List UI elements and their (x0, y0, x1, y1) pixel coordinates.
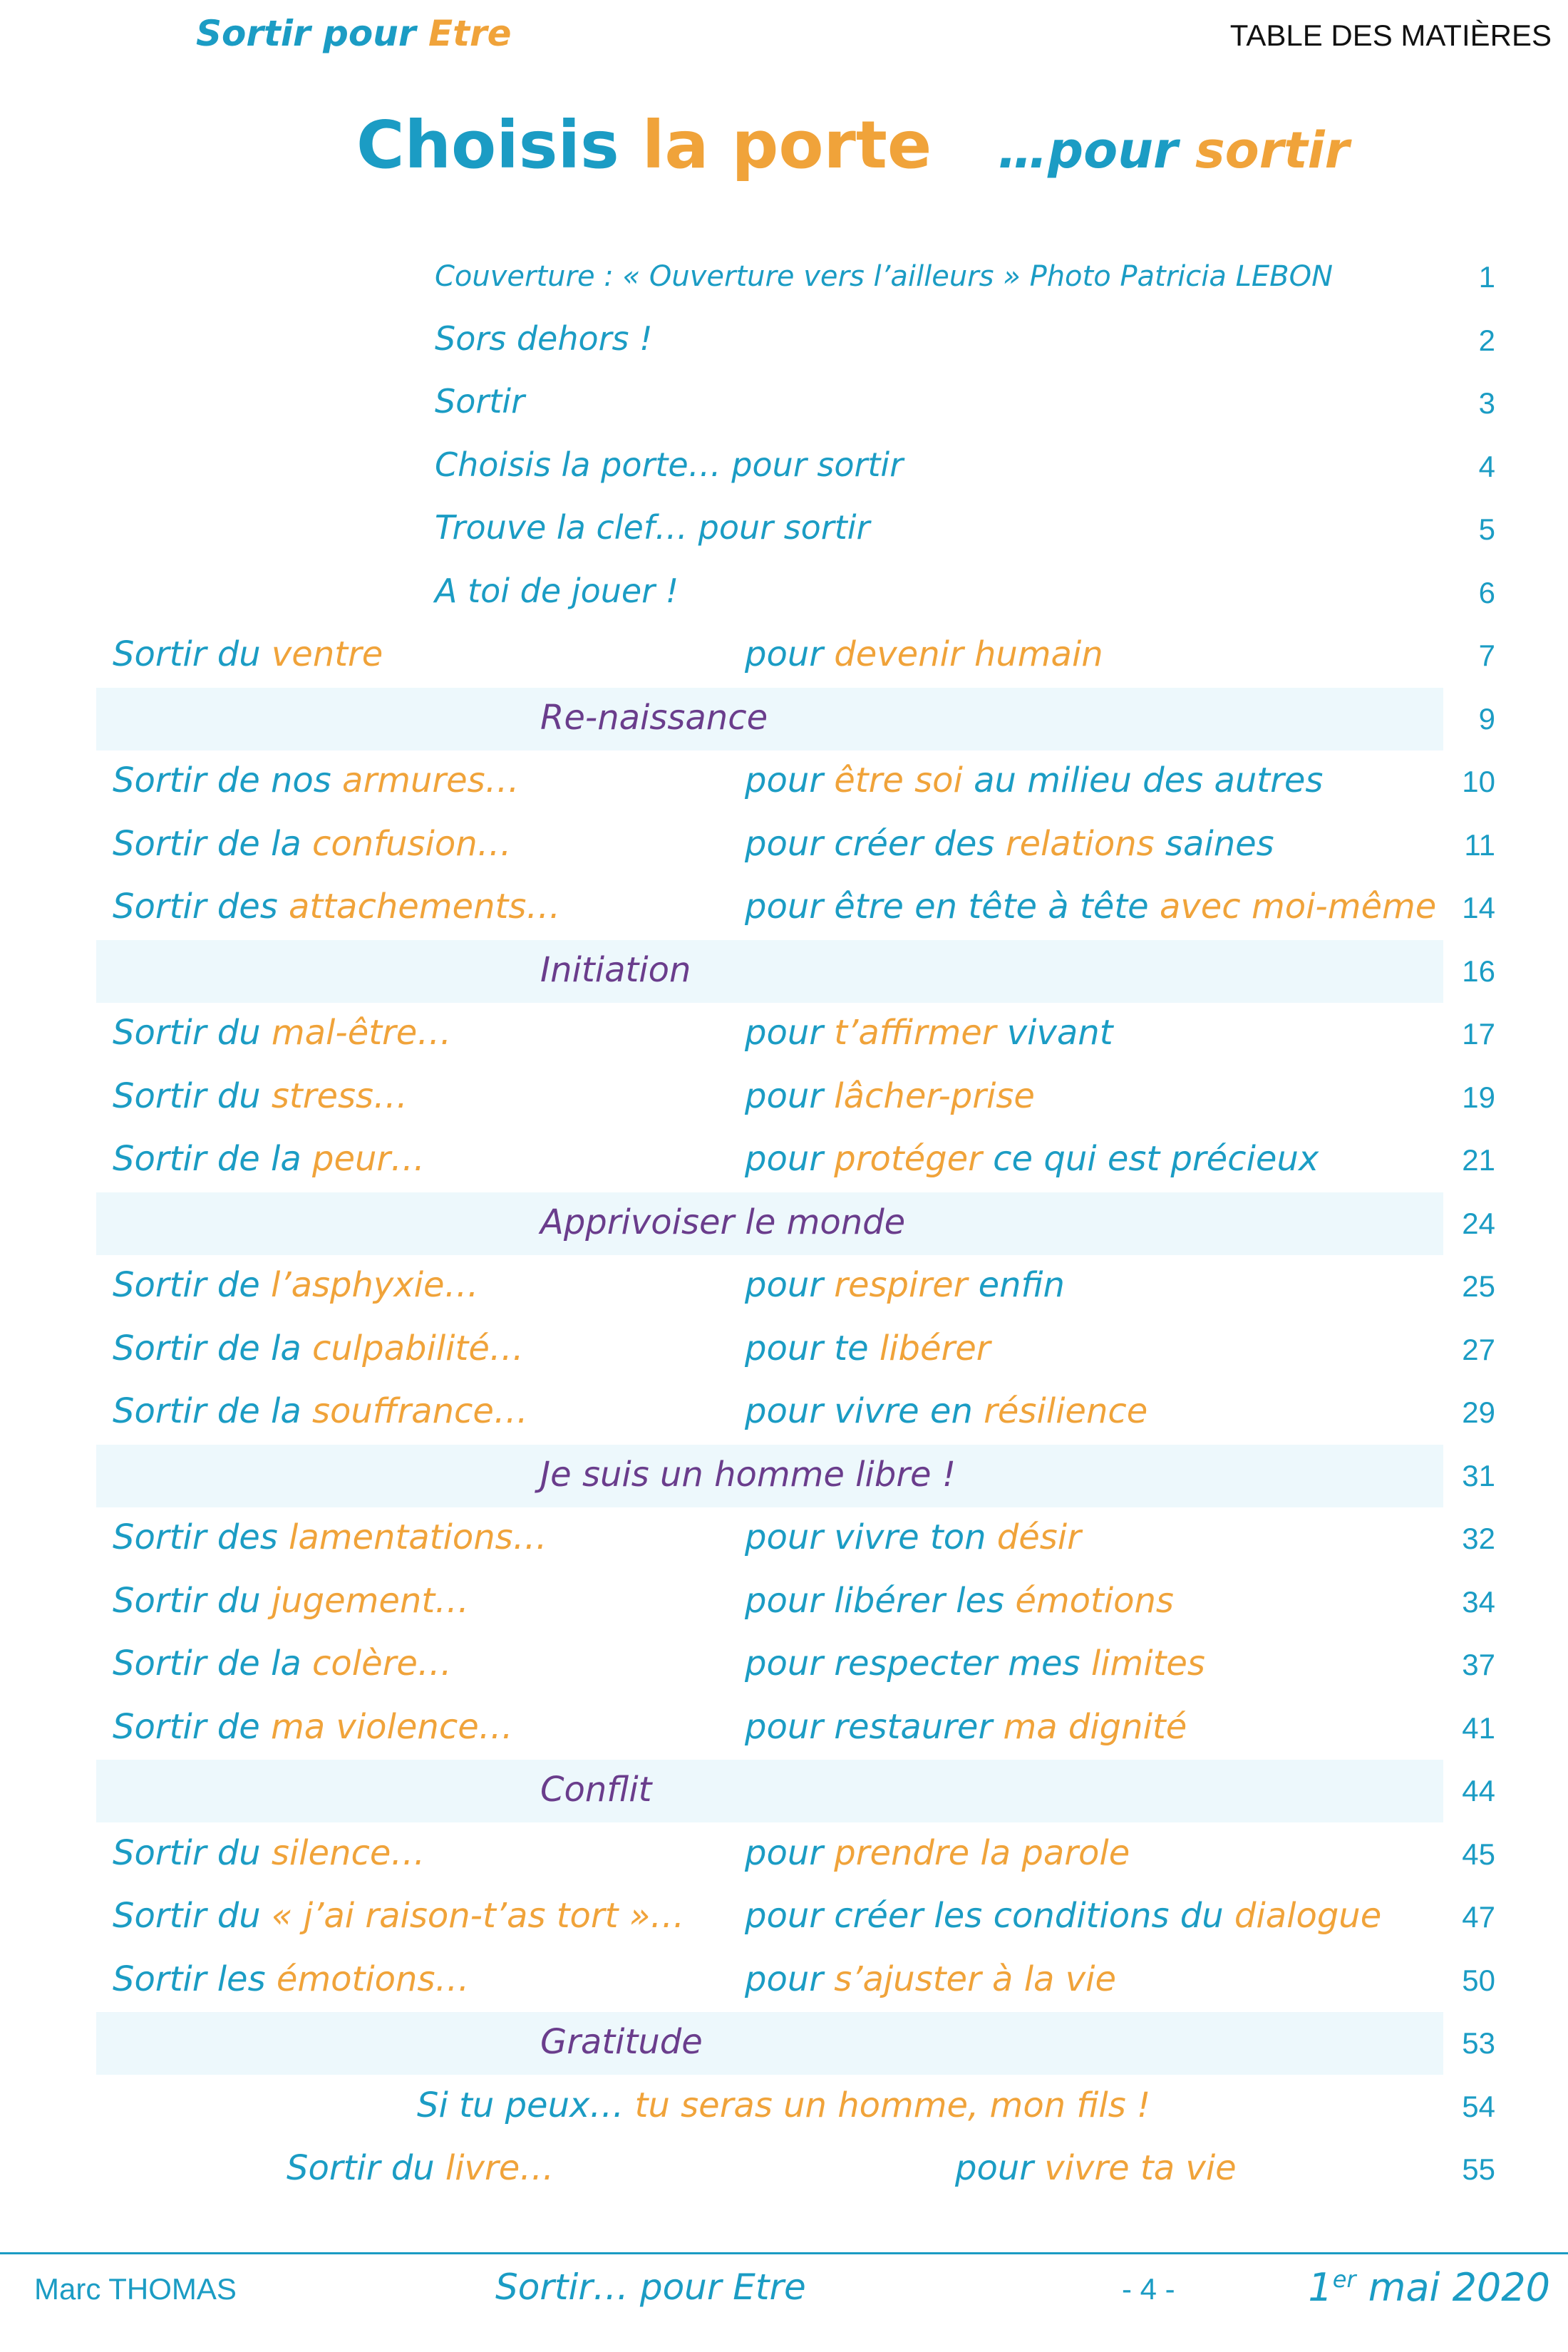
page-number: 34 (1462, 1584, 1495, 1619)
page-number: 45 (1462, 1837, 1495, 1871)
section-title: Gratitude (540, 2022, 703, 2062)
footer-date-sup: er (1332, 2266, 1356, 2293)
chapter-from-prefix: Sortir des (113, 887, 289, 927)
chapter-to (745, 634, 1103, 674)
chapter-to (745, 1959, 1116, 1999)
chapter-from (113, 634, 383, 674)
page-number: 2 (1478, 323, 1495, 357)
chapter-to (745, 1013, 1113, 1053)
brand-part2: Etre (428, 13, 512, 54)
footer-date-day: 1 (1308, 2265, 1333, 2310)
page-number: 25 (1462, 1269, 1495, 1303)
chapter-to (745, 1896, 1381, 1936)
page-number: 44 (1462, 1774, 1495, 1807)
chapter-from-keyword: attachements… (288, 887, 561, 927)
entry-text: A toi de jouer ! (435, 571, 679, 610)
toc-section-row[interactable] (0, 1760, 1568, 1822)
chapter-from-prefix: Sortir du (113, 634, 272, 674)
chapter-from (113, 1833, 425, 1873)
chapter-to-suffix: ce qui est précieux (981, 1139, 1319, 1179)
entry-text: Sortir (435, 382, 525, 421)
page-number: 37 (1462, 1648, 1495, 1681)
section-band (96, 688, 1443, 751)
footer-page-number: - 4 - (1122, 2272, 1175, 2306)
chapter-to-prefix: pour vivre ton (745, 1517, 997, 1557)
toc-section-row[interactable] (0, 688, 1568, 751)
chapter-from-prefix: Sortir de (113, 1265, 271, 1305)
chapter-to-keyword: protéger (834, 1139, 982, 1179)
chapter-to-keyword: avec moi-même (1159, 887, 1437, 927)
page-number: 19 (1462, 1080, 1495, 1114)
toc-chapter-row[interactable] (0, 1129, 1568, 1192)
page-number: 55 (1462, 2152, 1495, 2186)
chapter-from-prefix: Sortir de (113, 1706, 271, 1747)
toc-section-row[interactable] (0, 1445, 1568, 1507)
chapter-from-prefix: Sortir de la (113, 1644, 312, 1683)
chapter-to-keyword: devenir humain (834, 634, 1103, 674)
chapter-to-prefix: pour te (745, 1328, 880, 1368)
book-to-keyword: vivre ta vie (1044, 2148, 1237, 2188)
chapter-from-prefix: Sortir du (113, 1896, 272, 1936)
toc-section-row[interactable] (0, 940, 1568, 1003)
chapter-to-prefix: pour (745, 1265, 835, 1305)
toc-front-entry[interactable] (0, 562, 1568, 624)
chapter-to-prefix: pour (745, 1076, 835, 1116)
chapter-to-prefix: pour vivre en (745, 1391, 984, 1431)
chapter-from-prefix: Sortir de la (113, 1391, 312, 1431)
chapter-from-keyword: silence… (271, 1832, 425, 1873)
section-title: Re-naissance (540, 697, 768, 738)
final-entry-part1: Si tu peux… (417, 2085, 624, 2125)
toc-chapter-row[interactable] (0, 1886, 1568, 1949)
chapter-from-prefix: Sortir de la (113, 1328, 312, 1368)
chapter-to-keyword: résilience (984, 1391, 1148, 1431)
page-number: 16 (1462, 954, 1495, 988)
chapter-from-keyword: ventre (271, 634, 383, 674)
book-to-prefix: pour (955, 2148, 1045, 2188)
chapter-from-keyword: mal-être… (271, 1013, 452, 1053)
title-part2: la porte (641, 107, 932, 183)
chapter-from-prefix: Sortir du (113, 1580, 272, 1621)
chapter-from-prefix: Sortir de nos (113, 760, 343, 800)
chapter-from (113, 1139, 425, 1179)
section-label: TABLE DES MATIÈRES (1229, 19, 1552, 52)
chapter-to-keyword: t’affirmer (834, 1013, 996, 1053)
section-band (96, 940, 1443, 1003)
chapter-to (745, 1391, 1147, 1431)
footer-title: Sortir… pour Etre (495, 2266, 806, 2308)
page-number: 9 (1478, 701, 1495, 736)
chapter-from-keyword: lamentations… (288, 1517, 547, 1557)
toc-chapter-row[interactable] (0, 1949, 1568, 2012)
chapter-from-keyword: confusion… (311, 823, 512, 864)
chapter-to-prefix: pour respecter mes (745, 1644, 1091, 1683)
toc-section-row[interactable] (0, 1192, 1568, 1255)
chapter-to-prefix: pour (745, 1832, 835, 1873)
chapter-from-prefix: Sortir des (113, 1517, 289, 1557)
page-number: 29 (1462, 1396, 1495, 1429)
chapter-from-keyword: stress… (271, 1076, 408, 1116)
toc-front-entry[interactable] (0, 246, 1568, 309)
toc-chapter-row[interactable] (0, 1507, 1568, 1570)
page-number: 6 (1478, 575, 1495, 609)
chapter-from-keyword: ma violence… (270, 1706, 513, 1747)
chapter-to (745, 1329, 991, 1368)
chapter-to-suffix: saines (1154, 823, 1274, 864)
chapter-to-keyword: désir (996, 1517, 1081, 1557)
toc-section-row[interactable] (0, 2012, 1568, 2075)
section-title: Je suis un homme libre ! (540, 1454, 956, 1495)
chapter-to-suffix: vivant (996, 1013, 1113, 1053)
page-number: 27 (1462, 1332, 1495, 1366)
chapter-to-keyword: dialogue (1234, 1896, 1382, 1936)
chapter-from-prefix: Sortir les (113, 1959, 277, 1999)
toc-chapter-row[interactable] (0, 877, 1568, 939)
chapter-to (745, 1076, 1035, 1116)
chapter-to-keyword: être soi (834, 760, 963, 800)
footer-date (1308, 2265, 1550, 2310)
page-number: 53 (1462, 2026, 1495, 2060)
page-number: 10 (1462, 765, 1495, 798)
chapter-to (745, 1581, 1174, 1621)
page-number: 4 (1478, 449, 1495, 483)
page-number: 41 (1462, 1711, 1495, 1745)
chapter-to-prefix: pour créer les conditions du (745, 1896, 1234, 1936)
book-entry-to (955, 2148, 1237, 2188)
page-number: 50 (1462, 1963, 1495, 1997)
chapter-to-prefix: pour (745, 1139, 835, 1179)
book-from-prefix: Sortir du (287, 2148, 445, 2188)
chapter-to-prefix: pour restaurer (745, 1706, 1004, 1747)
section-title: Conflit (540, 1770, 652, 1810)
chapter-to-prefix: pour (745, 760, 835, 800)
page-subtitle (998, 121, 1349, 180)
chapter-from (113, 887, 560, 927)
page-number: 21 (1462, 1143, 1495, 1177)
toc-chapter-row[interactable] (0, 1697, 1568, 1760)
book-entry-from (287, 2148, 554, 2188)
chapter-to-suffix: enfin (967, 1265, 1065, 1305)
toc-front-entry[interactable] (0, 435, 1568, 498)
final-entry-text (417, 2085, 1150, 2125)
page-number: 17 (1462, 1017, 1495, 1051)
chapter-from-keyword: émotions… (276, 1959, 470, 1999)
chapter-to-keyword: respirer (834, 1265, 968, 1305)
chapter-from (113, 1013, 451, 1053)
toc-chapter-row[interactable] (0, 624, 1568, 687)
page-number: 47 (1462, 1900, 1495, 1934)
chapter-to-prefix: pour libérer les (745, 1580, 1016, 1621)
chapter-to (745, 1139, 1319, 1179)
chapter-to-prefix: pour (745, 1959, 835, 1999)
page-number: 7 (1478, 639, 1495, 672)
subtitle-part2: sortir (1195, 121, 1350, 180)
toc-chapter-row[interactable] (0, 814, 1568, 877)
page-number: 3 (1478, 386, 1495, 420)
chapter-to-keyword: limites (1090, 1644, 1205, 1683)
footer-divider (0, 2252, 1568, 2254)
chapter-from (113, 1707, 513, 1747)
chapter-from (113, 1076, 408, 1116)
toc-front-entry[interactable] (0, 372, 1568, 435)
chapter-to-keyword: émotions (1015, 1580, 1174, 1621)
subtitle-part1: …pour (998, 121, 1178, 180)
chapter-from (113, 760, 520, 800)
chapter-to (745, 1707, 1187, 1747)
page-number: 24 (1462, 1206, 1495, 1240)
toc-chapter-row[interactable] (0, 751, 1568, 813)
chapter-from-prefix: Sortir du (113, 1076, 272, 1116)
chapter-to (745, 1833, 1130, 1873)
chapter-to-keyword: lâcher-prise (834, 1076, 1035, 1116)
chapter-to (745, 760, 1323, 800)
chapter-to (745, 887, 1436, 927)
section-band (96, 1760, 1443, 1822)
chapter-from-keyword: culpabilité… (311, 1328, 524, 1368)
toc-chapter-row[interactable] (0, 1066, 1568, 1129)
chapter-from (113, 1391, 528, 1431)
entry-text: Couverture : « Ouverture vers l’ailleurs » Photo Patricia LEBON (435, 260, 1333, 293)
toc-chapter-row[interactable] (0, 1381, 1568, 1444)
chapter-from-keyword: peur… (311, 1139, 425, 1179)
footer-author: Marc THOMAS (34, 2272, 237, 2306)
section-title: Initiation (540, 949, 691, 990)
chapter-from (113, 1581, 469, 1621)
chapter-to-keyword: ma dignité (1003, 1706, 1187, 1747)
chapter-to-keyword: relations (1005, 823, 1155, 864)
page-title (356, 107, 932, 183)
chapter-from (113, 1644, 452, 1683)
page-number: 14 (1462, 891, 1495, 924)
chapter-from-keyword: jugement… (271, 1580, 470, 1621)
chapter-from-prefix: Sortir de la (113, 823, 312, 864)
toc-chapter-row[interactable] (0, 1319, 1568, 1381)
toc-chapter-row[interactable] (0, 1003, 1568, 1066)
chapter-from (113, 1896, 684, 1936)
entry-text: Choisis la porte… pour sortir (435, 445, 904, 484)
chapter-to-prefix: pour être en tête à tête (745, 887, 1160, 927)
page-number: 54 (1462, 2089, 1495, 2123)
page-number: 1 (1478, 260, 1495, 294)
chapter-from-prefix: Sortir du (113, 1832, 272, 1873)
section-band (96, 2012, 1443, 2075)
chapter-to-prefix: pour créer des (745, 823, 1006, 864)
book-from-keyword: livre… (445, 2148, 555, 2188)
page-number: 5 (1478, 512, 1495, 546)
chapter-from (113, 1329, 524, 1368)
toc-chapter-row[interactable] (0, 1255, 1568, 1318)
toc-front-entry[interactable] (0, 498, 1568, 561)
chapter-to-keyword: prendre la parole (834, 1832, 1130, 1873)
chapter-from-keyword: armures… (342, 760, 520, 800)
footer-date-rest: mai 2020 (1356, 2265, 1550, 2310)
chapter-to-prefix: pour (745, 634, 835, 674)
chapter-to (745, 824, 1274, 864)
page-number: 31 (1462, 1458, 1495, 1492)
toc-book-entry[interactable] (0, 2138, 1568, 2201)
title-part1: Choisis (356, 107, 619, 183)
chapter-to-prefix: pour (745, 1013, 835, 1053)
chapter-to (745, 1517, 1081, 1557)
section-title: Apprivoiser le monde (540, 1202, 906, 1242)
chapter-to (745, 1644, 1205, 1683)
header-brand (196, 13, 512, 54)
toc-final-entry[interactable] (0, 2075, 1568, 2138)
chapter-from-keyword: souffrance… (311, 1391, 528, 1431)
chapter-from-prefix: Sortir du (113, 1013, 272, 1053)
final-entry-part2: tu seras un homme, mon fils ! (624, 2085, 1151, 2125)
entry-text: Trouve la clef… pour sortir (435, 508, 870, 547)
brand-part1: Sortir pour (196, 13, 416, 54)
toc-chapter-row[interactable] (0, 1634, 1568, 1696)
toc-chapter-row[interactable] (0, 1571, 1568, 1634)
chapter-from-keyword: l’asphyxie… (270, 1265, 479, 1305)
toc-front-entry[interactable] (0, 309, 1568, 372)
chapter-from (113, 1265, 479, 1305)
chapter-from (113, 824, 512, 864)
chapter-to-keyword: libérer (879, 1328, 991, 1368)
page-number: 32 (1462, 1522, 1495, 1555)
chapter-from (113, 1959, 469, 1999)
chapter-from-keyword: colère… (311, 1644, 452, 1683)
chapter-from-prefix: Sortir de la (113, 1139, 312, 1179)
toc-chapter-row[interactable] (0, 1823, 1568, 1886)
page-number: 11 (1464, 827, 1495, 862)
chapter-to-suffix: au milieu des autres (962, 760, 1324, 800)
chapter-from-keyword: « j’ai raison-t’as tort »… (271, 1896, 685, 1936)
chapter-to-keyword: s’ajuster à la vie (834, 1959, 1116, 1999)
chapter-from (113, 1517, 547, 1557)
chapter-to (745, 1265, 1065, 1305)
entry-text: Sors dehors ! (435, 319, 653, 358)
